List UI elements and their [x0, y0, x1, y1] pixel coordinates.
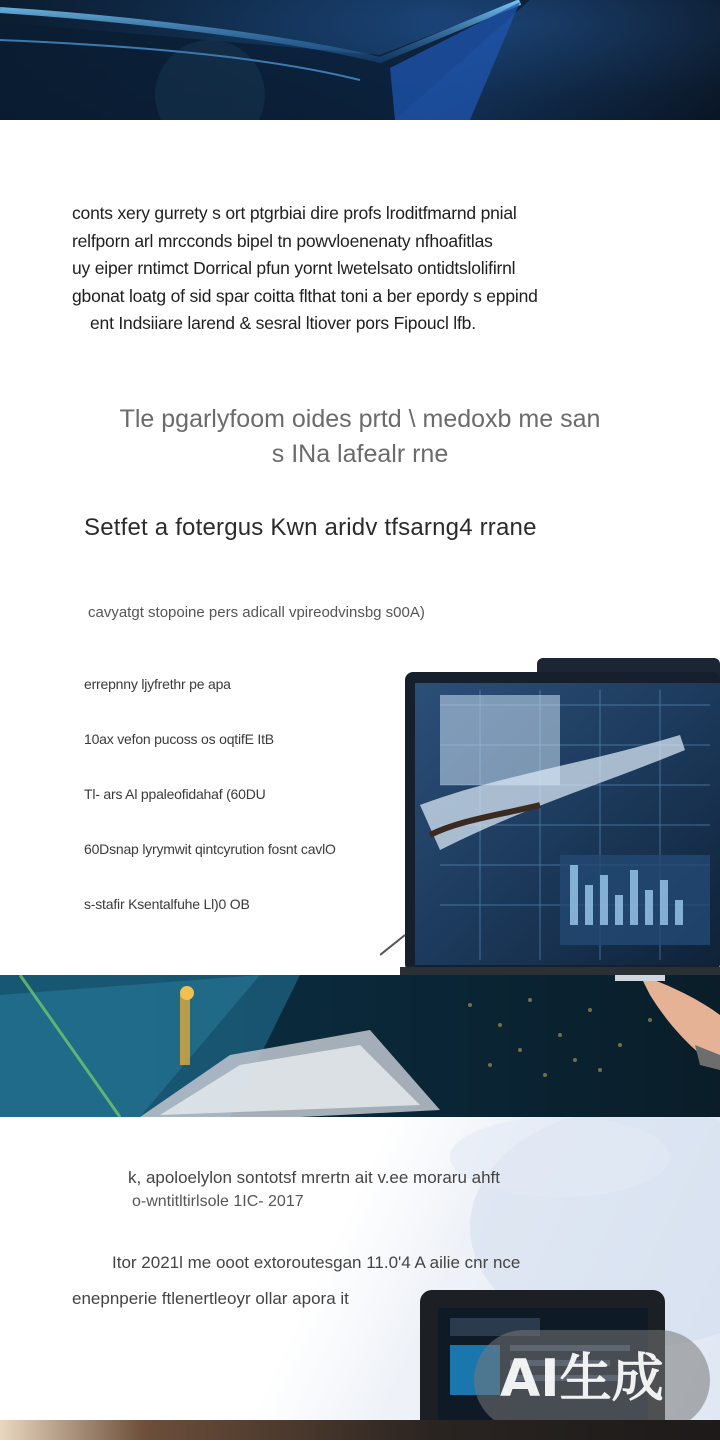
bottom-text-line-2: o-wntitltirlsole 1IC- 2017 — [132, 1193, 304, 1210]
list-item: 10ax vefon pucoss os oqtifE ItB — [84, 731, 274, 747]
banner-illustration — [0, 975, 720, 1117]
feature-list — [84, 676, 414, 951]
section-caption: cavyatgt stopoine pers adicall vpireodvinsbg s00A) — [88, 604, 425, 621]
bottom-text-line-4: enepnperie ftlenertleoyr ollar apora it — [72, 1289, 349, 1308]
hero-illustration — [0, 0, 720, 120]
watermark-label: AI生成 — [500, 1349, 664, 1409]
intro-line: gbonat loatg of sid spar coitta flthat toni a ber epordy s eppind — [72, 285, 538, 306]
intro-paragraph — [72, 200, 672, 338]
intro-line: ent Indsiiare larend & sesral ltiover pors Fipoucl lfb. — [90, 313, 476, 333]
subtitle-line-1: Tle pgarlyfoom oides prtd \ medoxb me san — [119, 405, 601, 433]
intro-line: relfporn arl mrcconds bipel tn powvloenenaty nfhoafitlas — [72, 230, 493, 251]
banner-image — [0, 975, 720, 1117]
subtitle-line-2: s INa lafealr rne — [271, 440, 449, 468]
section-subtitle — [80, 402, 640, 472]
bottom-text-line-1: k, apoloelylon sontotsf mrertn ait v.ee moraru ahft — [128, 1168, 500, 1187]
ai-generated-watermark — [474, 1330, 710, 1430]
laptop-illustration — [380, 655, 720, 975]
bottom-image-strip — [0, 1420, 720, 1440]
list-item: errepnny ljyfrethr pe apa — [84, 676, 231, 692]
list-item: 60Dsnap lyrymwit qintcyrution fosnt cavlO — [84, 841, 336, 857]
list-item: s-stafir Ksentalfuhe Ll)0 OB — [84, 896, 250, 912]
hero-image — [0, 0, 720, 120]
laptop-image — [380, 655, 720, 975]
list-item: Tl- ars Al ppaleofidahaf (60DU — [84, 786, 266, 802]
intro-line: uy eiper rntimct Dorrical pfun yornt lwetelsato ontidtslolifirnl — [72, 258, 516, 278]
bottom-text-line-3: Itor 2021l me ooot extoroutesgan 11.0'4 A ailie cnr nce — [112, 1253, 521, 1272]
section-heading: Setfet a fotergus Kwn aridv tfsarng4 rrane — [84, 514, 537, 541]
intro-line: conts xery gurrety s ort ptgrbiai dire profs lroditfmarnd pnial — [72, 203, 517, 223]
